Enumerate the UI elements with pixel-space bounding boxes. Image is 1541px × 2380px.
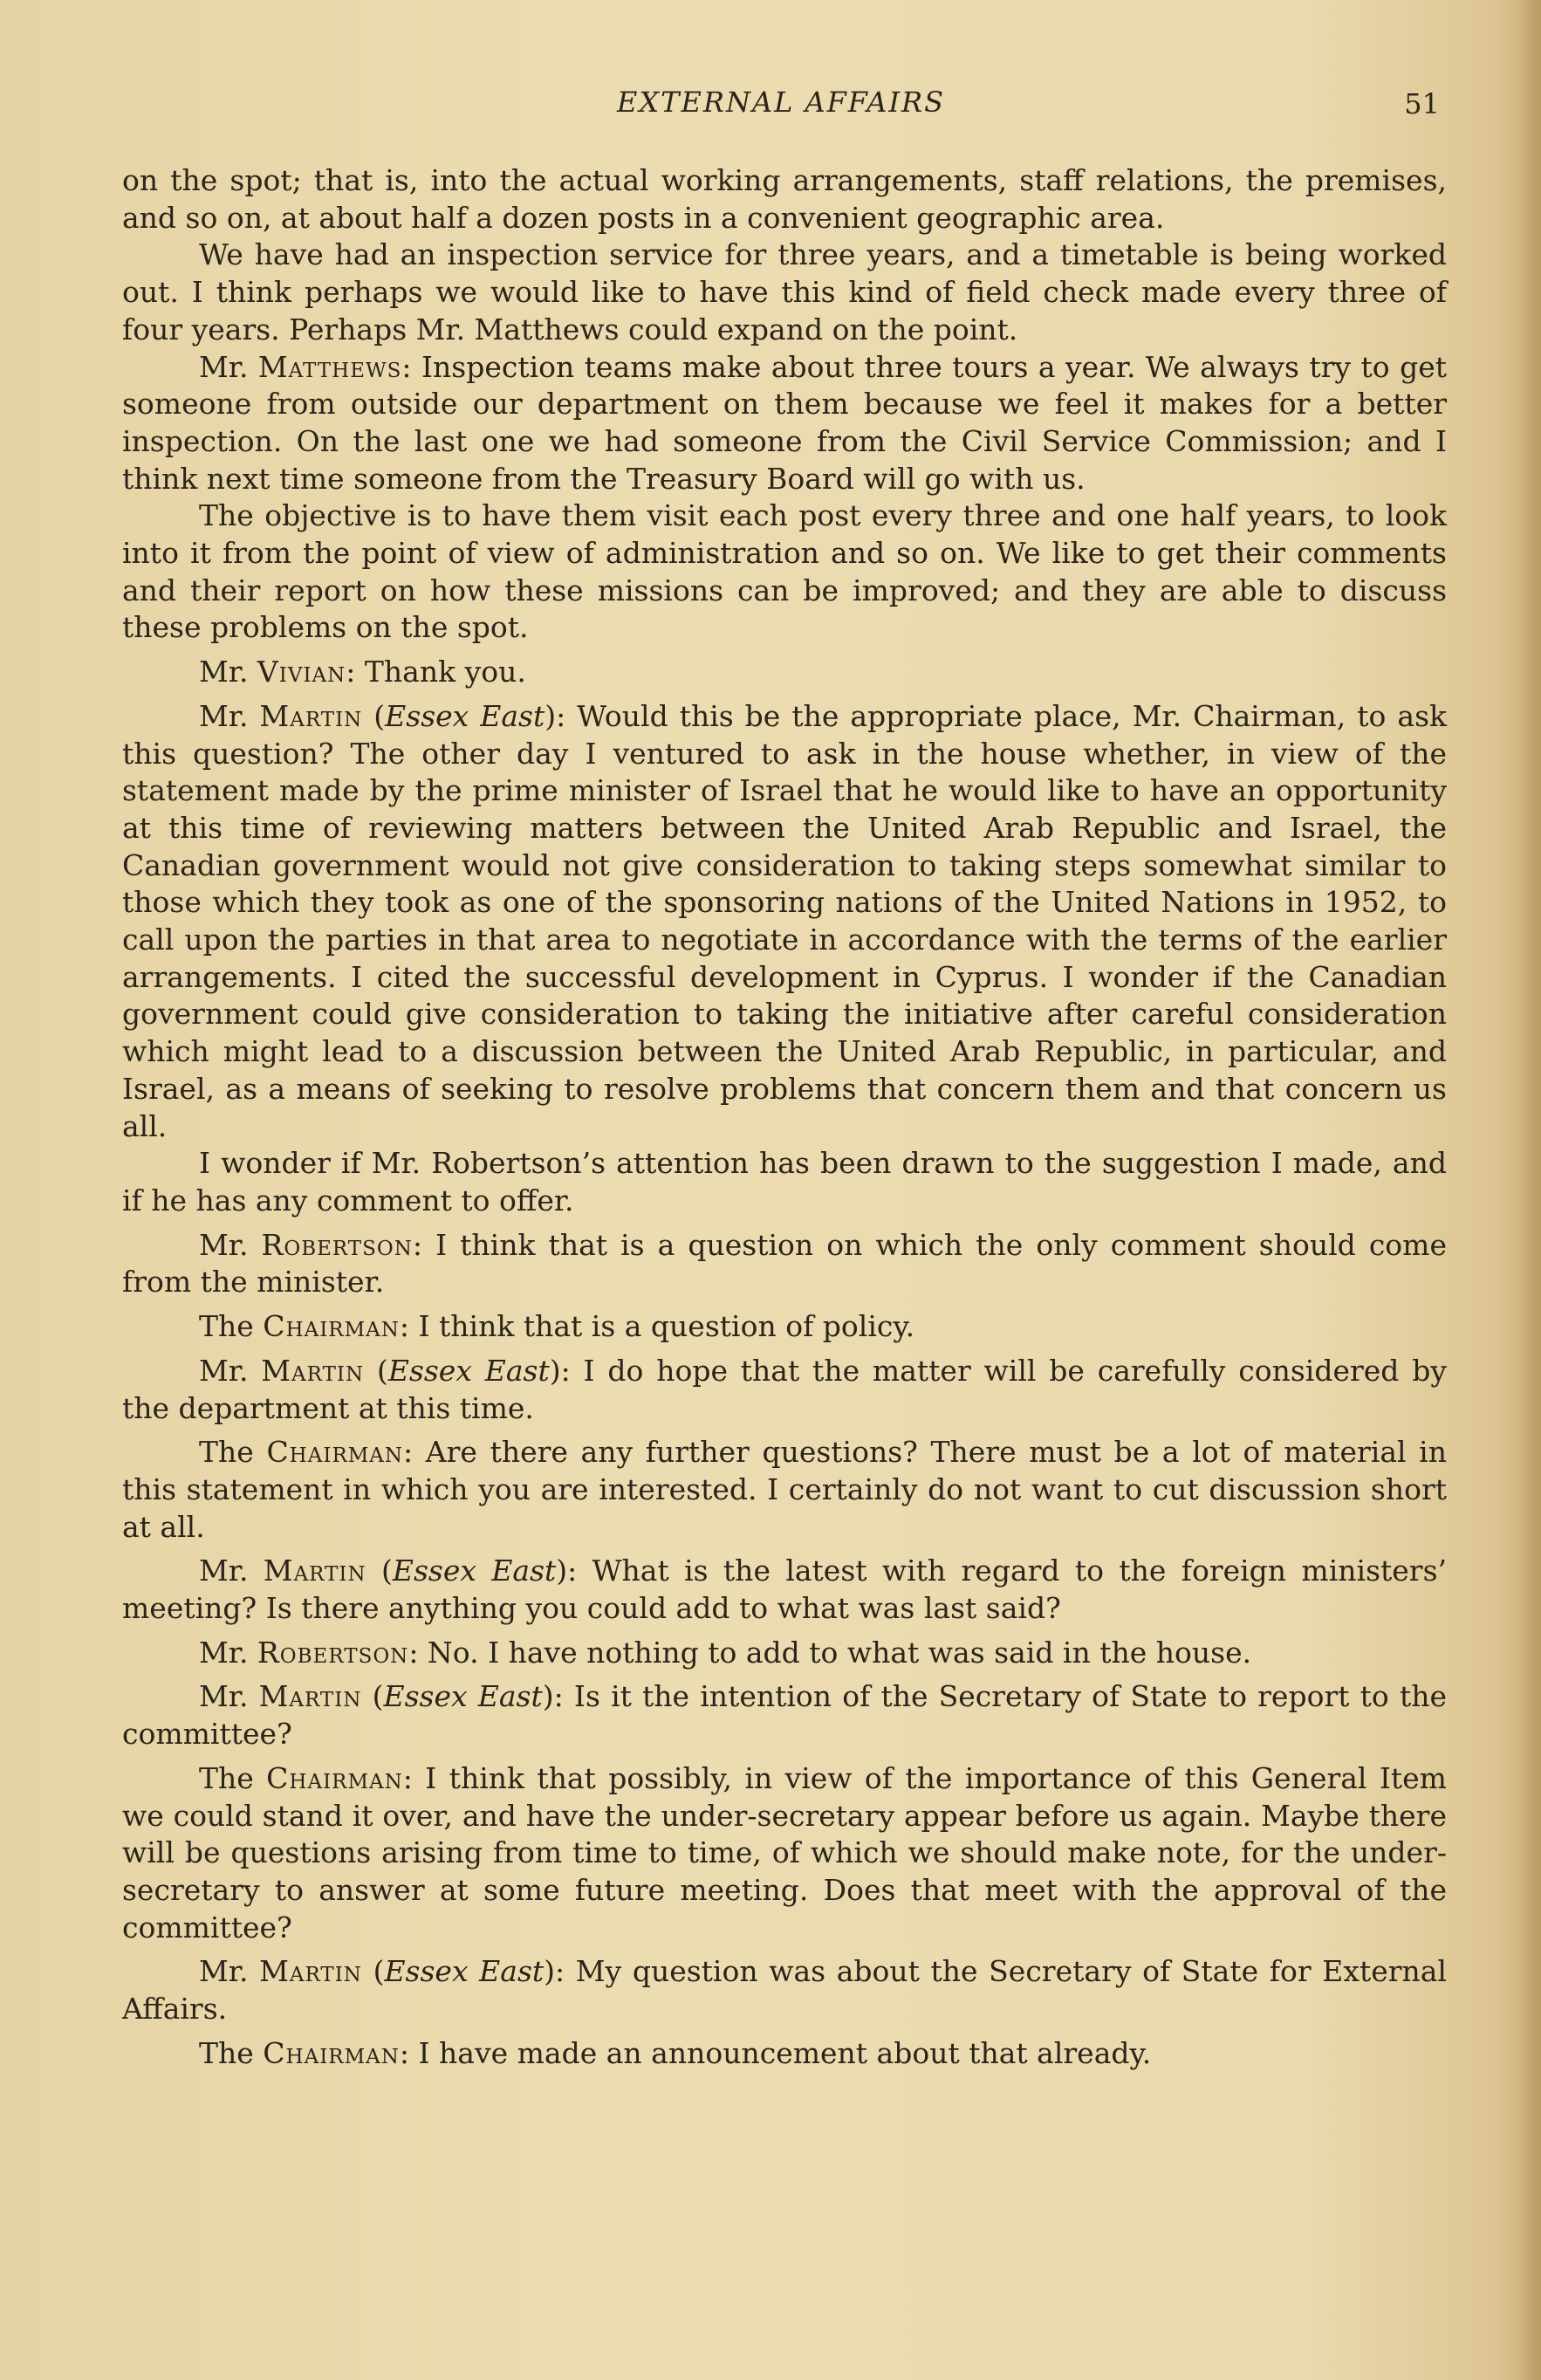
- speaker-constituency: Essex East: [384, 1954, 544, 1989]
- speaker-constituency: Essex East: [392, 1554, 557, 1588]
- speech-paragraph: [122, 654, 1447, 691]
- speaker-prefix: The: [199, 2035, 264, 2070]
- paragraph-text: : I think that is a question of policy.: [399, 1309, 915, 1344]
- speech-paragraph: Mr. Martin (Essex East): Would this be the appropriate place, Mr. Chairman, to ask this question? The other day I ventured to ask in the house whether, in view of the statement made by the prime minister of Israel that he would like to have an opportunity at this time of reviewing matters between the United Arab Republic and Israel, the Canadian government would not give consideration to taking steps somewhat similar to those which they took as one of the sponsoring nations of the United Nations in 1952, to call upon the parties in that area to negotiate in accordance with the terms of the earlier arrangements. I cited the successful development in Cyprus. I wonder if the Canadian government could give consideration to taking the initiative after careful consideration which might lead to a discussion between the United Arab Republic, in particular, and Israel, as a means of seeking to resolve problems that concern them and that concern us all.: [122, 698, 1447, 1143]
- speech-paragraph: [122, 2035, 1447, 2073]
- body-text: [122, 162, 1447, 2072]
- speech-paragraph: [122, 1760, 1447, 1947]
- paragraph: [122, 1145, 1447, 1219]
- paragraph: [122, 237, 1447, 348]
- speaker-constituency: Essex East: [383, 1679, 543, 1714]
- speaker-prefix: The: [199, 1309, 264, 1344]
- paragraph-text: : Would this be the appropriate place, Mr. Chairman, to ask this question? The other day I ventured to ask in the house whether, in view of the statement made by the prime minister of Israel that he would like to have an opportunity at this time of reviewing matters between the United Arab Republic and Israel, the Canadian government would not give consideration to taking steps somewhat similar to those which they took as one of the sponsoring nations of the United Nations in 1952, to call upon the parties in that area to negotiate in accordance with the terms of the earlier arrangements. I cited the successful development in Cyprus. I wonder if the Canadian government could give consideration to taking the initiative after careful consideration which might lead to a discussion between the United Arab Republic, in particular, and Israel, as a means of seeking to resolve problems that concern them and that concern us all.: [122, 698, 1447, 1143]
- paragraph-text: I wonder if Mr. Robertson’s attention has been drawn to the suggestion I made, and if he has any comment to offer.: [122, 1146, 1447, 1217]
- paragraph-text: : Is it the intention of the Secretary of State to report to the committee?: [122, 1679, 1447, 1752]
- paragraph-text: We have had an inspection service for three years, and a timetable is being worked out. I think perhaps we would like to have this kind of field check made every three of four years. Perhaps Mr. Matthews could expand on the point.: [122, 237, 1447, 346]
- speaker-constituency: Essex East: [385, 698, 545, 733]
- paragraph-text: : What is the latest with regard to the foreign ministers’ meeting? Is there anything you could add to what was last said?: [122, 1554, 1447, 1626]
- paragraph-text: : I have made an announcement about that already.: [399, 2035, 1152, 2070]
- paragraph-text: : I think that possibly, in view of the importance of this General Item we could stand it over, and have the under-secretary appear before us again. Maybe there will be questions arising from time to time, of which we should make note, for the under-secretary to answer at some future meeting. Does that meet with the approval of the committee?: [122, 1760, 1447, 1944]
- paragraph-text: : My question was about the Secretary of State for External Affairs.: [122, 1954, 1447, 2027]
- speech-paragraph: [122, 349, 1447, 498]
- speaker-name: Vivian: [257, 655, 346, 689]
- paragraph-text: : Are there any further questions? There must be a lot of material in this statement in which you are interested. I certainly do not want to cut discussion short at all.: [122, 1435, 1447, 1544]
- speech-paragraph: Mr. Martin (Essex East): Is it the intention of the Secretary of State to report to the committee?: [122, 1679, 1447, 1752]
- speaker-prefix: Mr.: [199, 1353, 262, 1388]
- paragraph: [122, 497, 1447, 647]
- paragraph-text: : Inspection teams make about three tours a year. We always try to get someone from outside our department on them because we feel it makes for a better inspection. On the last one we had someone from the Civil Service Commission; and I think next time someone from the Treasury Board will go with us.: [122, 349, 1447, 496]
- speech-paragraph: [122, 1308, 1447, 1346]
- speaker-prefix: Mr.: [199, 1635, 257, 1670]
- paragraph-text: : No. I have nothing to add to what was said in the house.: [408, 1635, 1252, 1670]
- speaker-constituency: Essex East: [387, 1353, 550, 1388]
- speaker-prefix: Mr.: [199, 1227, 262, 1262]
- speaker-prefix: Mr.: [199, 655, 257, 689]
- page-number: 51: [1404, 87, 1440, 120]
- speaker-name: Martin: [263, 1554, 366, 1588]
- speech-paragraph: [122, 1635, 1447, 1672]
- speaker-name: Chairman: [266, 1760, 403, 1795]
- paragraph-text: on the spot; that is, into the actual working arrangements, staff relations, the premises, and so on, at about half a dozen posts in a convenient geographic area.: [122, 163, 1447, 235]
- speaker-name: Matthews: [257, 349, 402, 384]
- speaker-name: Martin: [259, 698, 363, 733]
- page-edge-shadow: [1518, 0, 1541, 2380]
- speaker-name: Chairman: [263, 1309, 400, 1344]
- page-header: [122, 86, 1440, 129]
- speaker-prefix: Mr.: [199, 1954, 260, 1989]
- paragraph-text: : I think that is a question on which the only comment should come from the minister.: [122, 1227, 1447, 1300]
- speech-paragraph: [122, 1227, 1447, 1301]
- speaker-prefix: Mr.: [199, 1554, 264, 1588]
- speaker-name: Martin: [259, 1954, 362, 1989]
- paragraph: [122, 162, 1447, 237]
- running-title: EXTERNAL AFFAIRS: [617, 86, 945, 119]
- speaker-prefix: Mr.: [199, 1679, 259, 1714]
- paragraph-text: : I do hope that the matter will be carefully considered by the department at this time.: [122, 1353, 1447, 1425]
- speech-paragraph: Mr. Martin (Essex East): What is the latest with regard to the foreign ministers’ meeting? Is there anything you could add to what was last said?: [122, 1554, 1447, 1626]
- paragraph-text: The objective is to have them visit each post every three and one half years, to look into it from the point of view of administration and so on. We like to get their comments and their report on how these missions can be improved; and they are able to discuss these problems on the spot.: [122, 498, 1447, 645]
- speaker-prefix: The: [199, 1760, 267, 1795]
- speaker-name: Chairman: [266, 1435, 404, 1470]
- paragraph-text: : Thank you.: [346, 655, 526, 689]
- speaker-name: Martin: [258, 1679, 362, 1714]
- speaker-name: Martin: [261, 1353, 365, 1388]
- speaker-prefix: The: [199, 1435, 267, 1470]
- speaker-prefix: Mr.: [199, 349, 258, 384]
- speaker-name: Robertson: [257, 1635, 409, 1670]
- speech-paragraph: Mr. Martin (Essex East): My question was about the Secretary of State for External Affairs.: [122, 1954, 1447, 2027]
- speech-paragraph: Mr. Martin (Essex East): I do hope that the matter will be carefully considered by the department at this time.: [122, 1353, 1447, 1425]
- speaker-name: Robertson: [261, 1227, 413, 1262]
- speaker-prefix: Mr.: [199, 698, 260, 733]
- speaker-name: Chairman: [263, 2035, 400, 2070]
- speech-paragraph: [122, 1434, 1447, 1546]
